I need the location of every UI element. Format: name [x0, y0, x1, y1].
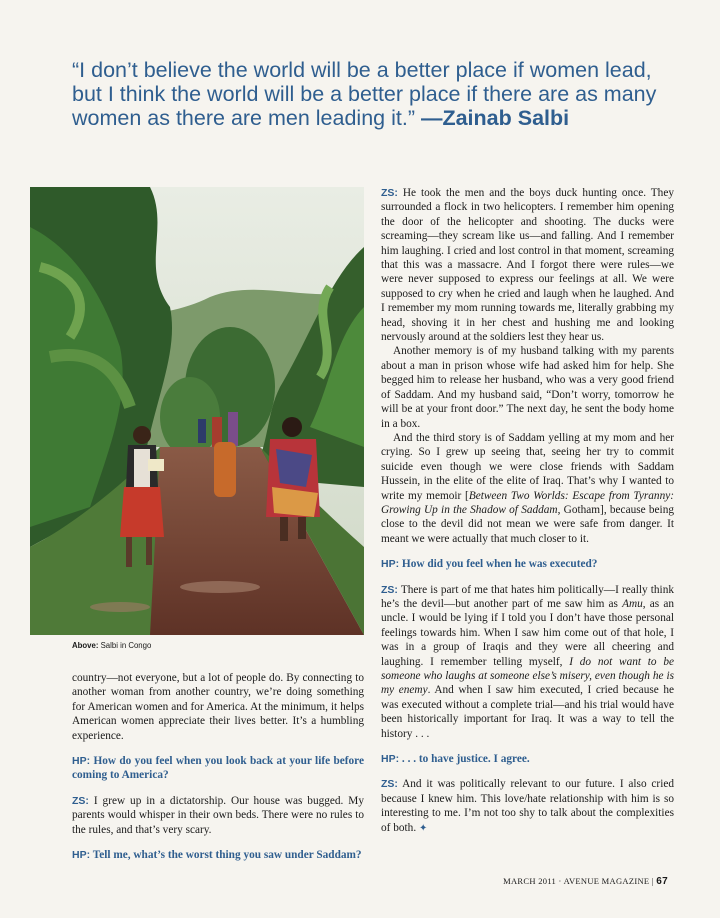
answer-duck-hunting: [381, 186, 674, 344]
answer-love-hate: [381, 777, 674, 836]
caption-label: Above:: [72, 641, 99, 650]
answer-text: . And when I saw him executed, I cried because he was executed without a complete trial—and his trial would have been historically important for Iraq. It was a way to tell the history . . .: [381, 684, 674, 740]
paragraph-text: And the third story is of Saddam yelling at my mom and her crying. So I grew up seeing that, seeing her try to commit suicide even though we were close friends with Saddam Hussein, in the elite of the elite of Iraq. That’s why I wanted to write my memoir [: [381, 431, 674, 502]
caption-text: Salbi in Congo: [98, 641, 152, 650]
answer-text: And it was politically relevant to our future. I also cried because I knew him. This love/hate relationship with him is so interesting to me. I’m not too shy to talk about the complexities of both.: [381, 778, 674, 834]
answer-dictatorship: [72, 794, 364, 837]
paragraph-third-story: [381, 431, 674, 546]
photo-salbi-in-congo: [30, 187, 364, 635]
question-text: Tell me, what’s the worst thing you saw under Saddam?: [90, 849, 362, 862]
inner-thought: I do not want to be someone who laughs at someone else’s misery, even though he is my enemy: [381, 655, 674, 697]
right-column: [381, 186, 674, 836]
answer-executed: [381, 583, 674, 741]
answer-text: , as an uncle. I would be lying if I told you I don’t have those personal feelings towards him. When I saw him come out of that hole, I was in a group of Iraqis and they were all cheering and laughing. I remember telling myself,: [381, 597, 675, 668]
book-title: Between Two Worlds: Escape from Tyranny: Growing Up in the Shadow of Saddam: [381, 489, 674, 516]
hp-label: HP:: [381, 753, 400, 766]
answer-text: He took the men and the boys duck hunting once. They surrounded a flock in two helicopters. I remember him opening the door of the helicopter and shooting. The ducks were screaming—they scream like us—and falling. And I remember him laughing. I cried and lost control in that moment, screaming that this was a massacre. And I forgot there were rules—we were never supposed to express our feelings at all. We were supposed to cry when he cried and laugh when he laughed. And I remember my mom running towards me, literally grabbing my head, shoving it in her chest and hushing me and looking nervously around at the soldiers lest they hear us.: [381, 187, 674, 344]
page-number: 67: [656, 876, 668, 887]
question-justice: [381, 752, 674, 766]
answer-text: I grew up in a dictatorship. Our house was bugged. My parents would whisper in their own beds. There were no rules to the rules, and that’s very scary.: [72, 794, 364, 836]
zs-label: ZS:: [381, 187, 398, 199]
amu-word: Amu: [622, 597, 643, 610]
paragraph-text: , Gotham], because being close to the devil did not mean we were safe from danger. It meant we were actually that much closer to it.: [381, 503, 674, 545]
question-text: . . . to have justice. I agree.: [399, 753, 530, 766]
pull-quote: [72, 58, 682, 130]
answer-text: There is part of me that hates him politically—I really think he’s the devil—but another part of me saw him as: [381, 583, 674, 610]
zs-label: ZS:: [72, 794, 89, 807]
pull-quote-text: “I don’t believe the world will be a better place if women lead, but I think the world will be a better place if there are as many women as there are men leading it.”: [72, 58, 657, 130]
hp-label: HP:: [72, 755, 91, 768]
hp-label: HP:: [381, 558, 400, 571]
folio-issue: MARCH 2011 · AVENUE MAGAZINE |: [503, 876, 657, 886]
pull-quote-attribution: —Zainab Salbi: [420, 106, 570, 130]
hp-label: HP:: [72, 849, 91, 862]
question-executed: [381, 557, 674, 571]
photo-caption: [72, 641, 362, 650]
zs-label: ZS:: [381, 583, 398, 596]
question-text: How do you feel when you look back at your life before coming to America?: [72, 755, 364, 782]
left-paragraph-1: country—not everyone, but a lot of people do. By connecting to another woman from another country, we’re doing something for American women and for America. At the minimum, it helps American women appreciate their lives better. It’s a humbling experience.: [72, 672, 364, 742]
question-worst-thing: [72, 848, 364, 862]
question-text: How did you feel when he was executed?: [399, 558, 598, 571]
paragraph-husband-memory: Another memory is of my husband talking with my parents about a man in prison whose wife had asked him for help. She begged him to release her husband, who was a very good friend of Saddam. And my husband said, “Don’t worry, tomorrow he will be at your front door.” The next day, he sent the body home in a box.: [381, 345, 674, 430]
zs-label: ZS:: [381, 778, 398, 791]
end-mark-icon: ✦: [418, 822, 428, 834]
left-column: [72, 671, 364, 862]
question-before-america: [72, 754, 364, 783]
page-folio: [503, 876, 668, 887]
